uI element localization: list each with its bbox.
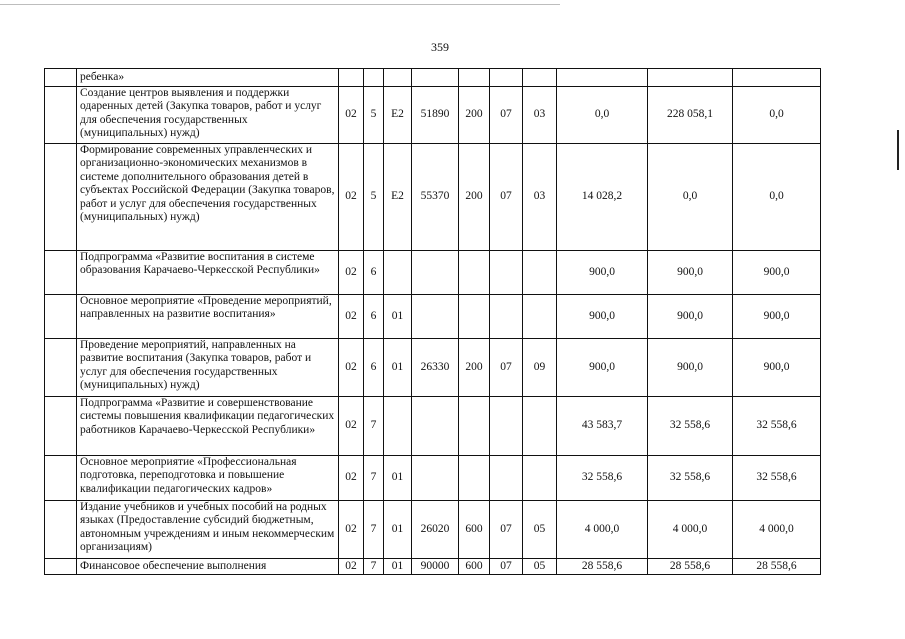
col-section: 07 bbox=[490, 144, 523, 251]
col-program: 02 bbox=[339, 87, 364, 144]
col-value-1: 28 558,6 bbox=[557, 559, 648, 575]
col-subsection bbox=[523, 397, 557, 456]
col-value-3: 0,0 bbox=[733, 87, 821, 144]
row-index-cell bbox=[45, 144, 77, 251]
top-rule bbox=[0, 4, 560, 5]
col-activity: E2 bbox=[384, 87, 412, 144]
table-row bbox=[45, 456, 821, 501]
col-expense-type: 200 bbox=[459, 87, 490, 144]
col-direction: 90000 bbox=[412, 559, 459, 575]
col-subsection: 03 bbox=[523, 87, 557, 144]
col-program: 02 bbox=[339, 501, 364, 559]
col-direction: 55370 bbox=[412, 144, 459, 251]
col-section bbox=[490, 397, 523, 456]
row-name-cell: Подпрограмма «Развитие и совершенствование системы повышения квалификации педагогических работников Карачаево-Черкесской Республики» bbox=[77, 397, 339, 456]
col-activity: 01 bbox=[384, 295, 412, 339]
col-subprogram: 7 bbox=[364, 501, 384, 559]
col-direction bbox=[412, 251, 459, 295]
col-value-2 bbox=[648, 69, 733, 87]
col-subsection bbox=[523, 295, 557, 339]
col-value-3: 900,0 bbox=[733, 339, 821, 397]
col-activity: E2 bbox=[384, 144, 412, 251]
col-value-1: 900,0 bbox=[557, 251, 648, 295]
row-index-cell bbox=[45, 69, 77, 87]
col-section bbox=[490, 251, 523, 295]
row-name-cell: Основное мероприятие «Проведение мероприятий, направленных на развитие воспитания» bbox=[77, 295, 339, 339]
col-program: 02 bbox=[339, 456, 364, 501]
col-subprogram: 5 bbox=[364, 144, 384, 251]
col-program: 02 bbox=[339, 251, 364, 295]
col-direction: 51890 bbox=[412, 87, 459, 144]
col-program bbox=[339, 69, 364, 87]
col-expense-type bbox=[459, 295, 490, 339]
col-expense-type bbox=[459, 397, 490, 456]
col-value-2: 32 558,6 bbox=[648, 456, 733, 501]
col-program: 02 bbox=[339, 397, 364, 456]
col-value-3 bbox=[733, 69, 821, 87]
col-expense-type: 200 bbox=[459, 339, 490, 397]
row-index-cell bbox=[45, 397, 77, 456]
col-subprogram: 5 bbox=[364, 87, 384, 144]
budget-table bbox=[44, 68, 821, 575]
col-value-1 bbox=[557, 69, 648, 87]
table-row bbox=[45, 501, 821, 559]
col-subsection: 03 bbox=[523, 144, 557, 251]
col-subprogram: 6 bbox=[364, 295, 384, 339]
col-section bbox=[490, 456, 523, 501]
col-subsection: 09 bbox=[523, 339, 557, 397]
col-direction: 26330 bbox=[412, 339, 459, 397]
col-value-2: 4 000,0 bbox=[648, 501, 733, 559]
col-activity: 01 bbox=[384, 501, 412, 559]
row-name-cell: Основное мероприятие «Профессиональная подготовка, переподготовка и повышение квалификации педагогических кадров» bbox=[77, 456, 339, 501]
col-value-2: 228 058,1 bbox=[648, 87, 733, 144]
col-value-1: 900,0 bbox=[557, 339, 648, 397]
col-value-1: 14 028,2 bbox=[557, 144, 648, 251]
col-section bbox=[490, 69, 523, 87]
row-index-cell bbox=[45, 87, 77, 144]
col-value-1: 4 000,0 bbox=[557, 501, 648, 559]
row-name-cell: Подпрограмма «Развитие воспитания в системе образования Карачаево-Черкесской Республики» bbox=[77, 251, 339, 295]
table-row bbox=[45, 559, 821, 575]
col-activity bbox=[384, 251, 412, 295]
col-value-2: 900,0 bbox=[648, 295, 733, 339]
col-direction bbox=[412, 397, 459, 456]
col-program: 02 bbox=[339, 339, 364, 397]
table-row bbox=[45, 339, 821, 397]
col-expense-type: 200 bbox=[459, 144, 490, 251]
col-value-3: 0,0 bbox=[733, 144, 821, 251]
row-name-cell: Создание центров выявления и поддержки одаренных детей (Закупка товаров, работ и услуг для обеспечения государственных (муниципальных) нужд) bbox=[77, 87, 339, 144]
col-subsection: 05 bbox=[523, 559, 557, 575]
table-row bbox=[45, 251, 821, 295]
row-index-cell bbox=[45, 251, 77, 295]
col-value-2: 900,0 bbox=[648, 251, 733, 295]
col-direction: 26020 bbox=[412, 501, 459, 559]
col-activity: 01 bbox=[384, 456, 412, 501]
col-value-2: 900,0 bbox=[648, 339, 733, 397]
col-subprogram: 6 bbox=[364, 251, 384, 295]
table-row bbox=[45, 87, 821, 144]
row-name-cell: Издание учебников и учебных пособий на родных языках (Предоставление субсидий бюджетным, автономным учреждениям и иным некоммерческим организациям) bbox=[77, 501, 339, 559]
col-expense-type: 600 bbox=[459, 501, 490, 559]
col-expense-type bbox=[459, 69, 490, 87]
row-index-cell bbox=[45, 559, 77, 575]
col-value-1: 0,0 bbox=[557, 87, 648, 144]
table-row bbox=[45, 144, 821, 251]
col-value-3: 900,0 bbox=[733, 295, 821, 339]
row-index-cell bbox=[45, 295, 77, 339]
table-row bbox=[45, 69, 821, 87]
row-index-cell bbox=[45, 339, 77, 397]
col-activity bbox=[384, 397, 412, 456]
col-value-2: 0,0 bbox=[648, 144, 733, 251]
col-subprogram: 7 bbox=[364, 559, 384, 575]
col-value-3: 32 558,6 bbox=[733, 397, 821, 456]
table-row bbox=[45, 397, 821, 456]
col-value-2: 32 558,6 bbox=[648, 397, 733, 456]
row-name-cell: Финансовое обеспечение выполнения bbox=[77, 559, 339, 575]
row-name-cell: Формирование современных управленческих и организационно-экономических механизмов в системе дополнительного образования детей в субъектах Российской Федерации (Закупка товаров, работ и услуг для обеспечения государственных (муниципальных) нужд) bbox=[77, 144, 339, 251]
col-direction bbox=[412, 456, 459, 501]
col-expense-type bbox=[459, 251, 490, 295]
col-value-3: 900,0 bbox=[733, 251, 821, 295]
col-value-1: 32 558,6 bbox=[557, 456, 648, 501]
col-subprogram: 7 bbox=[364, 456, 384, 501]
page-number: 359 bbox=[431, 40, 449, 54]
col-subsection: 05 bbox=[523, 501, 557, 559]
col-value-3: 32 558,6 bbox=[733, 456, 821, 501]
col-value-1: 43 583,7 bbox=[557, 397, 648, 456]
col-subprogram bbox=[364, 69, 384, 87]
col-direction bbox=[412, 69, 459, 87]
col-section bbox=[490, 295, 523, 339]
row-index-cell bbox=[45, 456, 77, 501]
col-value-3: 28 558,6 bbox=[733, 559, 821, 575]
col-subsection bbox=[523, 456, 557, 501]
row-name-cell: Проведение мероприятий, направленных на развитие воспитания (Закупка товаров, работ и услуг для обеспечения государственных (муниципальных) нужд) bbox=[77, 339, 339, 397]
row-name-cell: ребенка» bbox=[77, 69, 339, 87]
col-subprogram: 6 bbox=[364, 339, 384, 397]
col-subsection bbox=[523, 251, 557, 295]
col-direction bbox=[412, 295, 459, 339]
col-subsection bbox=[523, 69, 557, 87]
col-program: 02 bbox=[339, 559, 364, 575]
col-activity bbox=[384, 69, 412, 87]
col-value-3: 4 000,0 bbox=[733, 501, 821, 559]
col-program: 02 bbox=[339, 295, 364, 339]
col-section: 07 bbox=[490, 501, 523, 559]
col-activity: 01 bbox=[384, 559, 412, 575]
col-section: 07 bbox=[490, 87, 523, 144]
table-row bbox=[45, 295, 821, 339]
row-index-cell bbox=[45, 501, 77, 559]
col-section: 07 bbox=[490, 339, 523, 397]
col-expense-type bbox=[459, 456, 490, 501]
col-value-1: 900,0 bbox=[557, 295, 648, 339]
col-activity: 01 bbox=[384, 339, 412, 397]
col-program: 02 bbox=[339, 144, 364, 251]
col-expense-type: 600 bbox=[459, 559, 490, 575]
margin-mark bbox=[897, 130, 899, 170]
col-value-2: 28 558,6 bbox=[648, 559, 733, 575]
col-section: 07 bbox=[490, 559, 523, 575]
col-subprogram: 7 bbox=[364, 397, 384, 456]
